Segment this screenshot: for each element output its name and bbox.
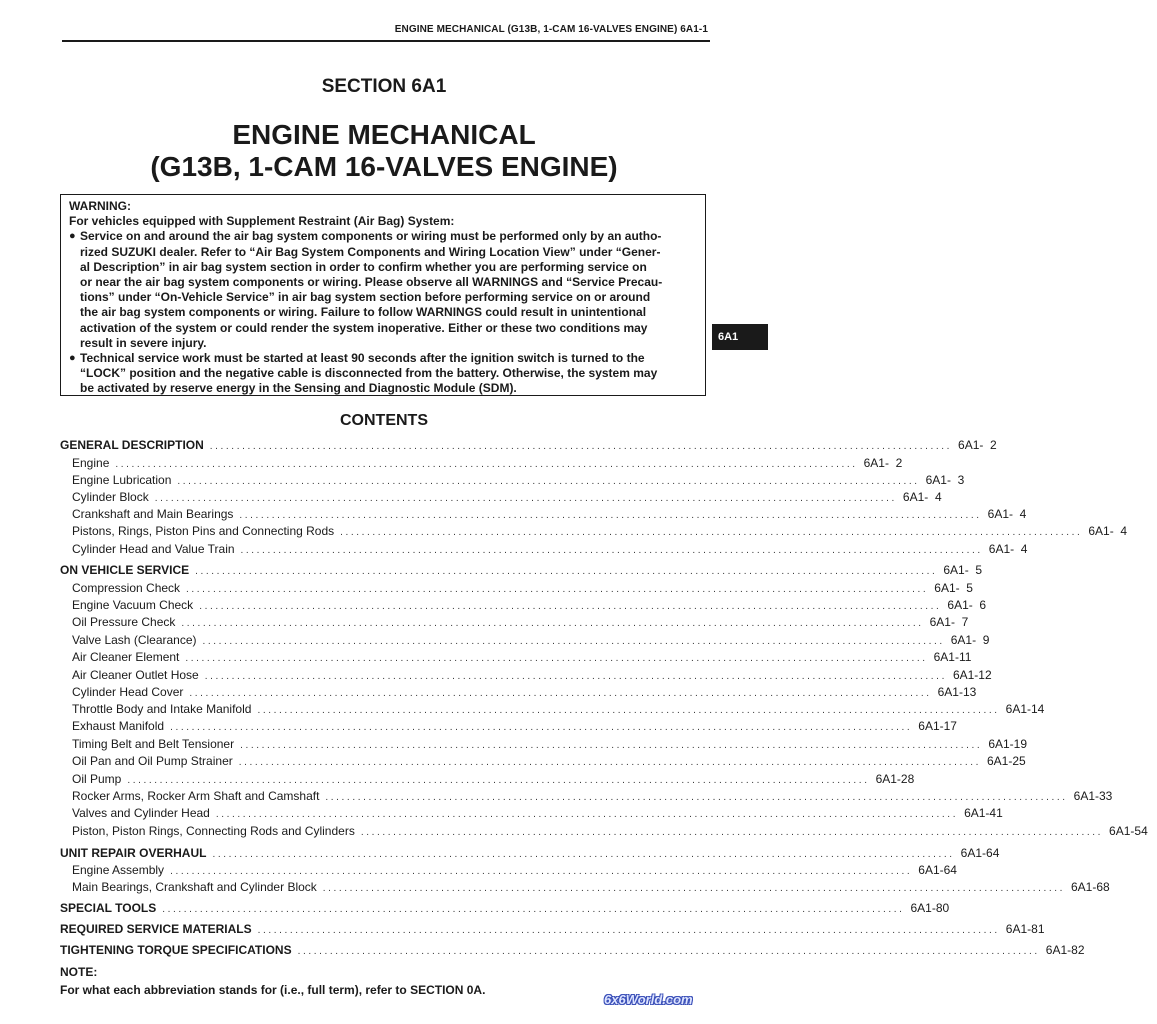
toc-entry-label: UNIT REPAIR OVERHAUL — [60, 846, 207, 860]
toc-entry-page: 6A1-14 — [1005, 702, 1045, 716]
toc-entry-label: Piston, Piston Rings, Connecting Rods and Cylinders — [72, 824, 355, 838]
toc-entry-page: 6A1- 2 — [863, 456, 903, 470]
warning-line-text: be activated by reserve energy in the Sensing and Diagnostic Module (SDM). — [80, 381, 517, 396]
toc-entry-page: 6A1-19 — [988, 737, 1028, 751]
toc-entry-page: 6A1-17 — [918, 719, 957, 733]
toc-entry-page: 6A1-82 — [1045, 943, 1085, 957]
toc-entry[interactable] — [60, 506, 1027, 522]
toc-entry-label: REQUIRED SERVICE MATERIALS — [60, 922, 252, 936]
section-tab: 6A1 — [712, 324, 768, 350]
toc-entry-page: 6A1- 4 — [1088, 524, 1128, 538]
toc-leader-dots: .......................................................................................................................................... — [177, 476, 920, 487]
toc-entry-label: Valves and Cylinder Head — [72, 806, 210, 820]
toc-entry-label: TIGHTENING TORQUE SPECIFICATIONS — [60, 943, 292, 957]
toc-entry[interactable] — [60, 753, 1026, 769]
watermark-logo: 6x6World.com — [604, 992, 693, 1007]
warning-line — [69, 321, 697, 336]
toc-leader-dots: .......................................................................................................................................... — [115, 459, 858, 470]
toc-entry-label: Oil Pressure Check — [72, 615, 176, 629]
warning-line-text: Service on and around the air bag system components or wiring must be performed only by an autho- — [80, 229, 662, 244]
warning-line — [69, 336, 697, 351]
toc-entry[interactable] — [60, 632, 990, 648]
toc-leader-dots: .......................................................................................................................................... — [186, 584, 929, 595]
toc-entry[interactable] — [60, 805, 1003, 821]
toc-entry[interactable] — [60, 472, 965, 488]
toc-leader-dots: .......................................................................................................................................... — [297, 946, 1040, 957]
toc-entry-page: 6A1- 4 — [988, 542, 1028, 556]
contents-heading: CONTENTS — [340, 412, 428, 429]
toc-entry[interactable] — [60, 701, 1045, 717]
header-rule — [62, 40, 710, 42]
warning-box — [60, 194, 706, 396]
toc-entry-page: 6A1-12 — [952, 668, 992, 682]
bullet-icon: ● — [69, 351, 76, 364]
warning-line — [69, 305, 697, 320]
toc-leader-dots: .......................................................................................................................................... — [257, 705, 1000, 716]
toc-entry-label: Pistons, Rings, Piston Pins and Connecting Rods — [72, 524, 335, 538]
bullet-icon: ● — [69, 230, 76, 243]
warning-line — [69, 260, 697, 275]
warning-line-text: activation of the system or could render the system inoperative. Either or these two conditions may — [80, 320, 648, 335]
page-title — [0, 119, 768, 183]
toc-leader-dots: .......................................................................................................................................... — [239, 510, 982, 521]
toc-entry-label: SPECIAL TOOLS — [60, 901, 157, 915]
toc-entry-page: 6A1- 4 — [902, 490, 942, 504]
toc-entry[interactable] — [60, 684, 977, 700]
toc-entry[interactable] — [60, 900, 950, 916]
toc-entry-page: 6A1-81 — [1005, 922, 1045, 936]
toc-entry-page: 6A1-28 — [875, 772, 915, 786]
toc-leader-dots: .......................................................................................................................................... — [162, 904, 905, 915]
toc-entry[interactable] — [60, 580, 973, 596]
toc-entry-label: Throttle Body and Intake Manifold — [72, 702, 252, 716]
toc-leader-dots: .......................................................................................................................................... — [209, 441, 953, 452]
toc-entry-page: 6A1- 9 — [950, 633, 990, 647]
toc-entry[interactable] — [60, 942, 1085, 958]
warning-line-text: al Description” in air bag system section in order to confirm whether you are performing service on — [80, 259, 647, 274]
toc-entry-page: 6A1- 5 — [934, 581, 973, 595]
section-label: SECTION 6A1 — [321, 76, 447, 97]
toc-entry-label: Engine Vacuum Check — [72, 598, 194, 612]
toc-entry[interactable] — [60, 823, 1148, 839]
toc-entry-label: Main Bearings, Crankshaft and Cylinder Block — [72, 880, 317, 894]
toc-entry[interactable] — [60, 541, 1028, 557]
toc-entry-page: 6A1- 3 — [925, 473, 965, 487]
warning-line-text: tions” under “On-Vehicle Service” in air bag system section before performing service on or around — [80, 290, 651, 305]
warning-line — [69, 290, 697, 305]
note-body: For what each abbreviation stands for (i.e., full term), refer to SECTION 0A. — [60, 983, 486, 997]
warning-line-text: “LOCK” position and the negative cable is disconnected from the battery. Otherwise, the system may — [80, 366, 658, 381]
toc-entry-label: Valve Lash (Clearance) — [72, 633, 197, 647]
toc-leader-dots: .......................................................................................................................................... — [127, 775, 870, 786]
toc-leader-dots: .......................................................................................................................................... — [257, 925, 1000, 936]
toc-entry[interactable] — [60, 845, 1000, 861]
toc-leader-dots: .......................................................................................................................................... — [322, 883, 1065, 894]
toc-entry[interactable] — [60, 437, 997, 453]
toc-entry[interactable] — [60, 736, 1028, 752]
toc-entry-page: 6A1-25 — [986, 754, 1026, 768]
toc-entry-page: 6A1-33 — [1073, 789, 1113, 803]
toc-leader-dots: .......................................................................................................................................... — [170, 722, 913, 733]
toc-leader-dots: .......................................................................................................................................... — [202, 636, 945, 647]
toc-entry-label: Engine — [72, 456, 110, 470]
toc-entry-label: Rocker Arms, Rocker Arm Shaft and Camshaft — [72, 789, 320, 803]
toc-entry-label: Engine Lubrication — [72, 473, 172, 487]
toc-entry-page: 6A1-68 — [1071, 880, 1110, 894]
toc-leader-dots: .......................................................................................................................................... — [240, 740, 983, 751]
warning-line — [69, 366, 697, 381]
toc-leader-dots: .......................................................................................................................................... — [212, 849, 955, 860]
toc-entry-label: Crankshaft and Main Bearings — [72, 507, 234, 521]
toc-leader-dots: .......................................................................................................................................... — [154, 493, 897, 504]
toc-entry-page: 6A1-13 — [937, 685, 977, 699]
toc-entry[interactable] — [60, 455, 903, 471]
toc-entry[interactable] — [60, 523, 1128, 539]
warning-line — [69, 381, 697, 396]
toc-entry-label: Timing Belt and Belt Tensioner — [72, 737, 235, 751]
toc-leader-dots: .......................................................................................................................................... — [325, 792, 1068, 803]
toc-entry-page: 6A1-80 — [910, 901, 950, 915]
toc-entry[interactable] — [60, 921, 1045, 937]
toc-entry-label: Exhaust Manifold — [72, 719, 165, 733]
warning-line — [69, 275, 697, 290]
toc-entry-label: Air Cleaner Outlet Hose — [72, 668, 199, 682]
toc-entry-page: 6A1- 6 — [947, 598, 987, 612]
toc-entry-label: Cylinder Block — [72, 490, 149, 504]
toc-entry-label: Oil Pan and Oil Pump Strainer — [72, 754, 233, 768]
warning-line — [69, 229, 697, 244]
warning-intro: For vehicles equipped with Supplement Restraint (Air Bag) System: — [69, 214, 455, 229]
toc-leader-dots: .......................................................................................................................................... — [181, 618, 924, 629]
toc-entry-label: Engine Assembly — [72, 863, 165, 877]
toc-entry-page: 6A1-54 — [1109, 824, 1148, 838]
warning-bullet-1 — [69, 229, 697, 351]
toc-entry-label: Compression Check — [72, 581, 181, 595]
toc-entry-page: 6A1- 5 — [943, 563, 983, 577]
toc-entry-page: 6A1- 2 — [958, 438, 997, 452]
toc-entry[interactable] — [60, 771, 915, 787]
warning-line-text: result in severe injury. — [80, 335, 207, 350]
toc-entry-label: Cylinder Head Cover — [72, 685, 184, 699]
toc-leader-dots: .......................................................................................................................................... — [185, 653, 928, 664]
toc-entry-page: 6A1-11 — [933, 650, 972, 664]
warning-bullet-2 — [69, 351, 697, 397]
title-line-1: ENGINE MECHANICAL — [232, 119, 536, 150]
toc-entry[interactable] — [60, 649, 972, 665]
warning-line-text: rized SUZUKI dealer. Refer to “Air Bag System Components and Wiring Location View” under “Gener- — [80, 244, 661, 259]
toc-leader-dots: .......................................................................................................................................... — [238, 757, 981, 768]
toc-entry-label: ON VEHICLE SERVICE — [60, 563, 190, 577]
toc-leader-dots: .......................................................................................................................................... — [240, 545, 983, 556]
toc-leader-dots: .......................................................................................................................................... — [199, 601, 942, 612]
toc-leader-dots: .......................................................................................................................................... — [189, 688, 932, 699]
toc-leader-dots: .......................................................................................................................................... — [204, 671, 947, 682]
note-heading: NOTE: — [60, 965, 98, 979]
toc-entry[interactable] — [60, 597, 987, 613]
toc-entry[interactable] — [60, 489, 942, 505]
toc-leader-dots: .......................................................................................................................................... — [170, 866, 913, 877]
warning-line — [69, 245, 697, 260]
toc-entry-label: Air Cleaner Element — [72, 650, 180, 664]
toc-entry-label: Cylinder Head and Value Train — [72, 542, 235, 556]
toc-entry[interactable] — [60, 562, 983, 578]
warning-line — [69, 351, 697, 366]
toc-entry-label: Oil Pump — [72, 772, 122, 786]
toc-entry-page: 6A1- 7 — [929, 615, 969, 629]
warning-line-text: or near the air bag system components or wiring. Please observe all WARNINGS and “Service Precau- — [80, 274, 663, 289]
toc-entry[interactable] — [60, 788, 1113, 804]
toc-entry-page: 6A1- 4 — [987, 507, 1027, 521]
toc-entry-label: GENERAL DESCRIPTION — [60, 438, 204, 452]
toc-entry[interactable] — [60, 862, 957, 878]
toc-entry-page: 6A1-64 — [960, 846, 1000, 860]
warning-heading: WARNING: — [69, 199, 131, 213]
warning-line-text: the air bag system components or wiring. Failure to follow WARNINGS could result in unintentional — [80, 305, 647, 320]
toc-entry-page: 6A1-64 — [918, 863, 957, 877]
toc-entry[interactable] — [60, 667, 992, 683]
toc-entry[interactable] — [60, 614, 969, 630]
toc-leader-dots: .......................................................................................................................................... — [215, 809, 959, 820]
toc-leader-dots: .......................................................................................................................................... — [340, 527, 1083, 538]
warning-line-text: Technical service work must be started at least 90 seconds after the ignition switch is turned to the — [80, 350, 645, 365]
running-header: ENGINE MECHANICAL (G13B, 1-CAM 16-VALVES ENGINE) 6A1-1 — [394, 24, 708, 35]
toc-leader-dots: .......................................................................................................................................... — [360, 827, 1104, 838]
toc-entry[interactable] — [60, 718, 957, 734]
title-line-2: (G13B, 1-CAM 16-VALVES ENGINE) — [150, 151, 618, 182]
toc-entry-page: 6A1-41 — [964, 806, 1003, 820]
toc-entry[interactable] — [60, 879, 1110, 895]
toc-leader-dots: .......................................................................................................................................... — [195, 566, 938, 577]
